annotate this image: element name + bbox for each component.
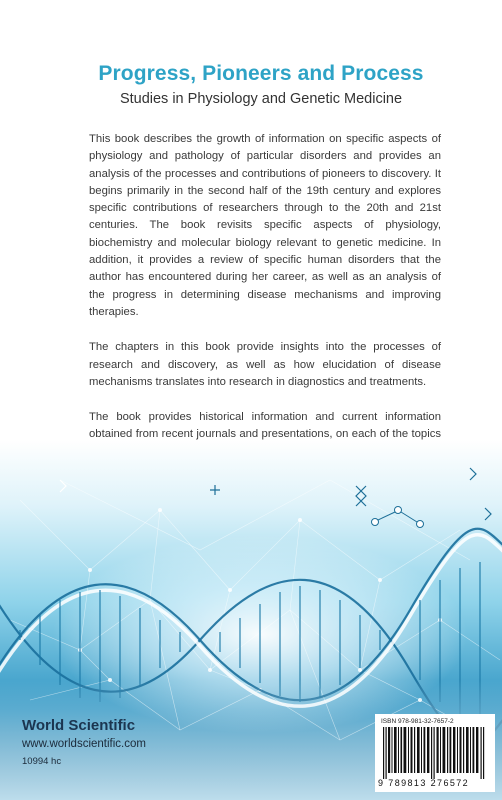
barcode-bars (381, 727, 489, 779)
publisher-name: World Scientific (22, 717, 136, 734)
book-subtitle: Studies in Physiology and Genetic Medicine (119, 91, 403, 107)
isbn-barcode (375, 714, 495, 792)
isbn-label: ISBN 978-981-32-7657-2 (381, 718, 454, 725)
barcode-number: 9 789813 276572 (378, 778, 470, 788)
blurb (89, 131, 441, 479)
catalog-code: 10994 hc (22, 756, 62, 767)
blurb-paragraph-1: This book describes the growth of information on specific aspects of physiology and pathology of particular disorders and provides an analysis of the processes and contributions of pioneers to discovery. It begins primarily in the second half of the 19th century and explores specific contributions of researchers through to the 20th and 21st centuries. The book revisits specific aspects of physiology, biochemistry and molecular biology relevant to genetic medicine. In addition, it provides a review of specific human disorders that the author has encountered during her career, as well as an analysis of the progress in determining disease mechanisms and improving therapies. (89, 133, 441, 318)
blurb-paragraph-3: The book provides historical information and current information obtained from recent journals and presentations, on each of the topics (89, 411, 441, 441)
publisher-website: www.worldscientific.com (22, 738, 146, 750)
book-title: Progress, Pioneers and Process (98, 62, 424, 85)
blurb-paragraph-2: The chapters in this book provide insights into the processes of research and discovery, as well as how elucidation of disease mechanisms translates into research in diagnostics and treatments. (89, 341, 441, 388)
